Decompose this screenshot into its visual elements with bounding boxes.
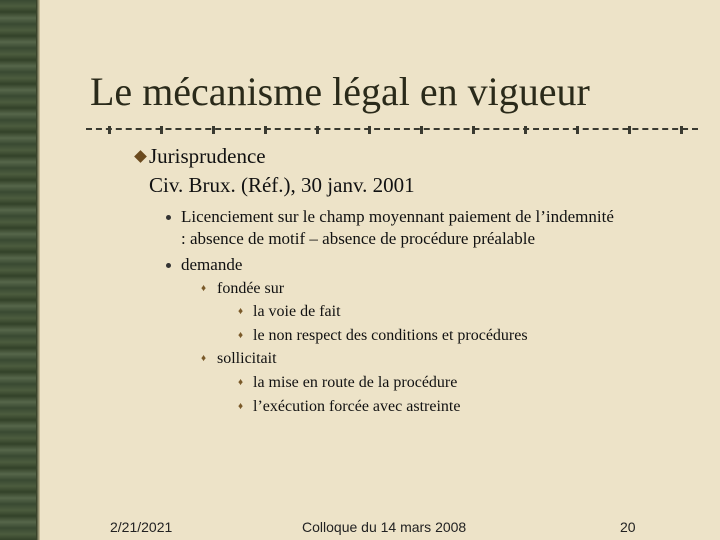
decorative-left-strip: [0, 0, 40, 540]
small-bullet-icon: ♦: [238, 401, 244, 412]
divider-mark: [680, 126, 683, 134]
small-bullet-icon: ♦: [238, 330, 244, 341]
level1-subtitle: Civ. Brux. (Réf.), 30 janv. 2001: [149, 173, 415, 197]
divider-mark: [576, 126, 579, 134]
footer-center: Colloque du 14 mars 2008: [302, 519, 467, 535]
divider-mark: [264, 126, 267, 134]
small-bullet-icon: ♦: [238, 377, 244, 388]
level3-item: fondée sur: [217, 280, 285, 297]
level2-item-line2: : absence de motif – absence de procédure préalable: [181, 229, 535, 248]
slide-title: Le mécanisme légal en vigueur: [90, 69, 590, 114]
small-bullet-icon: ♦: [201, 353, 207, 364]
level2-item-line1: Licenciement sur le champ moyennant paiement de l’indemnité: [181, 207, 614, 226]
divider-mark: [368, 126, 371, 134]
small-bullet-icon: ♦: [238, 306, 244, 317]
title-divider: [86, 128, 698, 132]
divider-mark: [212, 126, 215, 134]
round-bullet-icon: [166, 263, 171, 268]
divider-mark: [108, 126, 111, 134]
level4-item: l’exécution forcée avec astreinte: [253, 398, 461, 415]
divider-mark: [628, 126, 631, 134]
level4-item: la voie de fait: [253, 303, 341, 320]
round-bullet-icon: [166, 215, 171, 220]
divider-mark: [524, 126, 527, 134]
level3-item: sollicitait: [217, 350, 277, 367]
divider-mark: [316, 126, 319, 134]
small-bullet-icon: ♦: [201, 283, 207, 294]
level1-label: Jurisprudence: [149, 144, 266, 168]
divider-mark: [420, 126, 423, 134]
level2-item: demande: [181, 255, 243, 274]
diamond-bullet-icon: [134, 150, 147, 163]
level4-item: le non respect des conditions et procédures: [253, 327, 528, 344]
level4-item: la mise en route de la procédure: [253, 374, 458, 391]
divider-mark: [160, 126, 163, 134]
divider-mark: [472, 126, 475, 134]
footer-date: 2/21/2021: [110, 519, 173, 535]
footer-page-number: 20: [620, 519, 636, 535]
